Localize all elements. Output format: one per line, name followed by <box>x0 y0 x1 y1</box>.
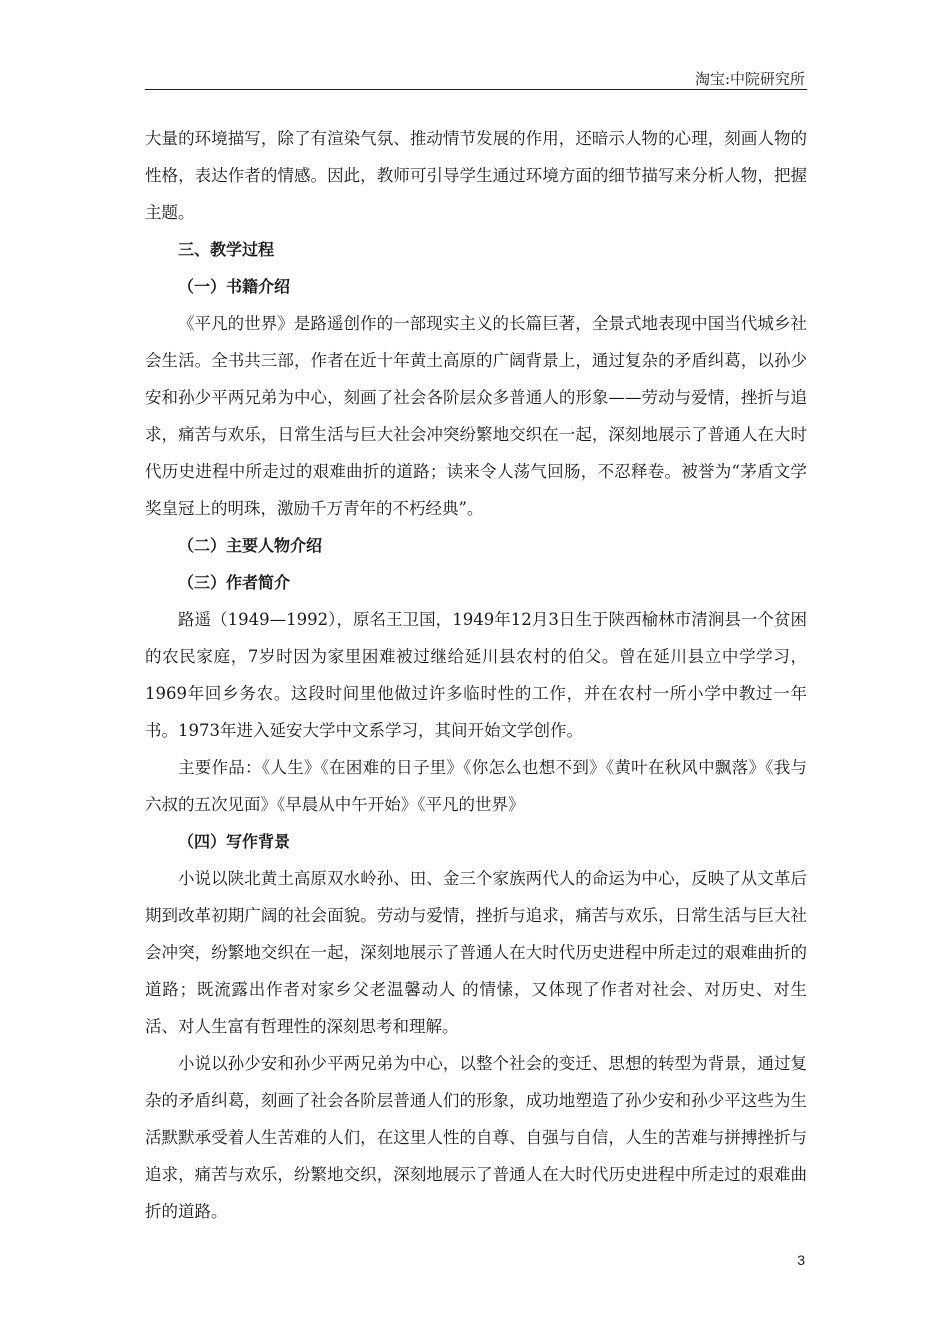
page-number: 3 <box>797 1252 805 1268</box>
paragraph-major-works: 主要作品：《人生》《在困难的日子里》《你怎么也想不到》《黄叶在秋风中飘落》《我与六叔的五次见面》《早晨从中午开始》《平凡的世界》 <box>145 758 807 814</box>
document-body <box>145 120 807 1230</box>
subheading-main-characters: （二）主要人物介绍 <box>178 536 323 555</box>
header-divider <box>145 89 807 90</box>
subheading-writing-background: （四）写作背景 <box>178 832 291 851</box>
paragraph-writing-background-2: 小说以孙少安和孙少平两兄弟为中心，以整个社会的变迁、思想的转型为背景，通过复杂的矛盾纠葛，刻画了社会各阶层普通人们的形象，成功地塑造了孙少安和孙少平这些为生活默默承受着人生苦难的人们，在这里人性的自尊、自强与自信，人生的苦难与拼搏挫折与追求，痛苦与欢乐，纷繁地交织，深刻地展示了普通人在大时代历史进程中所走过的艰难曲折的道路。 <box>145 1054 807 1221</box>
section-heading-teaching-process: 三、教学过程 <box>178 240 275 259</box>
paragraph-book-introduction: 《平凡的世界》是路遥创作的一部现实主义的长篇巨著，全景式地表现中国当代城乡社会生活。全书共三部，作者在近十年黄土高原的广阔背景上，通过复杂的矛盾纠葛，以孙少安和孙少平两兄弟为中心，刻画了社会各阶层众多普通人的形象——劳动与爱情，挫折与追求，痛苦与欢乐，日常生活与巨大社会冲突纷繁地交织在一起，深刻地展示了普通人在大时代历史进程中所走过的艰难曲折的道路；读来令人荡气回肠，不忍释卷。被誉为“茅盾文学奖皇冠上的明珠，激励千万青年的不朽经典”。 <box>145 314 807 518</box>
subheading-author-profile: （三）作者简介 <box>178 573 291 592</box>
paragraph-writing-background-1: 小说以陕北黄土高原双水岭孙、田、金三个家族两代人的命运为中心，反映了从文革后期到改革初期广阔的社会面貌。劳动与爱情，挫折与追求，痛苦与欢乐，日常生活与巨大社会冲突，纷繁地交织在一起，深刻地展示了普通人在大时代历史进程中所走过的艰难曲折的道路；既流露出作者对家乡父老温馨动人 的情愫，又体现了作者对社会、对历史、对生活、对人生富有哲理性的深刻思考和理解。 <box>145 869 807 1036</box>
paragraph-author-profile: 路遥（1949—1992），原名王卫国，1949年12月3日生于陕西榆林市清涧县一个贫困的农民家庭，7岁时因为家里困难被过继给延川县农村的伯父。曾在延川县立中学学习，1969年回乡务农。这段时间里他做过许多临时性的工作，并在农村一所小学中教过一年书。1973年进入延安大学中文系学习，其间开始文学创作。 <box>145 610 807 740</box>
page-header: 淘宝:中院研究所 <box>694 70 805 88</box>
paragraph-environment-description: 大量的环境描写，除了有渲染气氛、推动情节发展的作用，还暗示人物的心理，刻画人物的性格，表达作者的情感。因此，教师可引导学生通过环境方面的细节描写来分析人物，把握主题。 <box>145 129 807 222</box>
subheading-book-introduction: （一）书籍介绍 <box>178 277 291 296</box>
